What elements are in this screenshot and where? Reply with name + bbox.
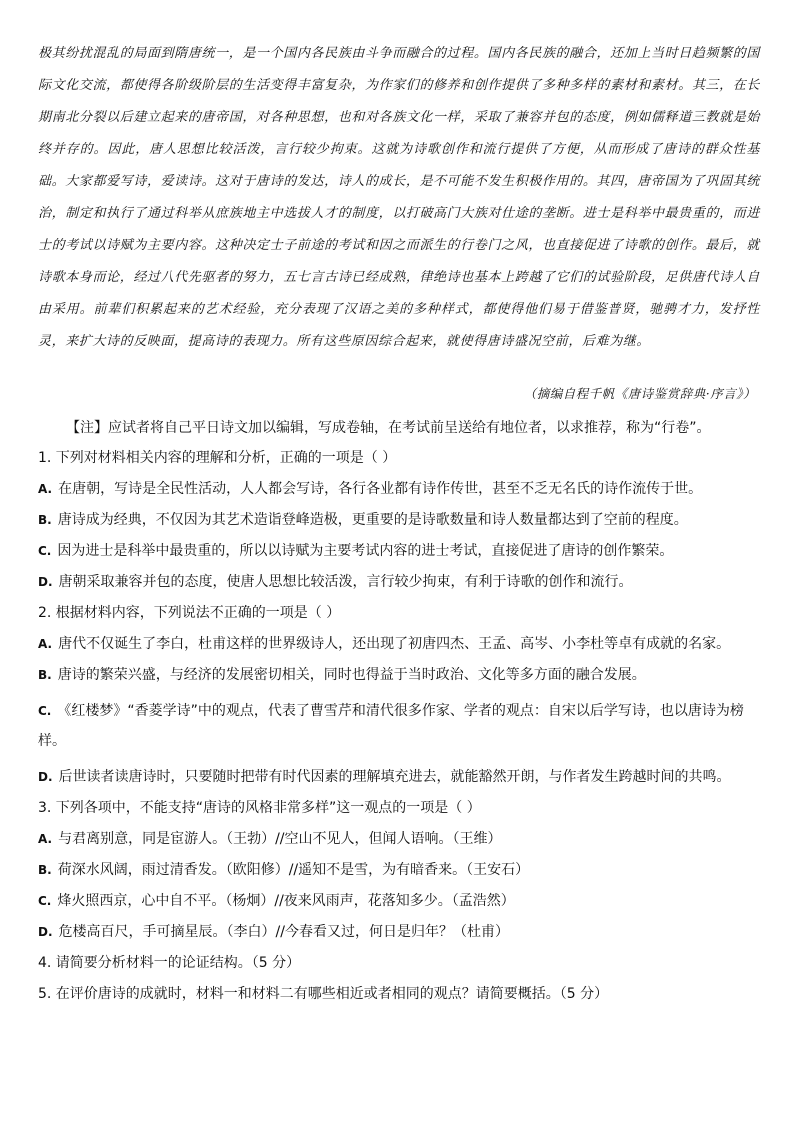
question-1-option-a[interactable] <box>38 479 760 499</box>
option-label: B. <box>38 513 52 527</box>
option-label: B. <box>38 863 52 877</box>
question-1-option-b[interactable] <box>38 510 760 530</box>
option-label: A. <box>38 482 53 496</box>
option-label: B. <box>38 668 52 682</box>
question-2-option-c[interactable] <box>38 696 760 756</box>
option-label: D. <box>38 770 53 784</box>
question-4-stem: 4. 请简要分析材料一的论证结构。（5 分） <box>38 955 301 971</box>
option-label: C. <box>38 704 52 718</box>
option-text: 在唐朝，写诗是全民性活动，人人都会写诗，各行各业都有诗作传世，甚至不乏无名氏的诗作流传于世。 <box>58 481 703 497</box>
question-3-option-b[interactable] <box>38 860 760 880</box>
question-2-option-a[interactable] <box>38 634 760 654</box>
option-text: 唐朝采取兼容并包的态度，使唐人思想比较活泼，言行较少拘束，有利于诗歌的创作和流行。 <box>58 574 633 590</box>
question-2-option-d[interactable] <box>38 767 760 787</box>
passage-paragraph: 极其纷扰混乱的局面到隋唐统一，是一个国内各民族由斗争而融合的过程。国内各民族的融合，还加上当时日趋频繁的国际文化交流，都使得各阶级阶层的生活变得丰富复杂，为作家们的修养和创作提供了多种多样的素材和素材。其三，在长期南北分裂以后建立起来的唐帝国，对各种思想，也和对各族文化一样，采取了兼容并包的态度，例如儒释道三教就是始终并存的。因此，唐人思想比较活泼，言行较少拘束。这就为诗歌创作和流行提供了方便，从而形成了唐诗的群众性基础。大家都爱写诗，爱读诗。这对于唐诗的发达，诗人的成长，是不可能不发生积极作用的。其四，唐帝国为了巩固其统治，制定和执行了通过科举从庶族地主中选拔人才的制度，以打破高门大族对仕途的垄断。进士是科举中最贵重的，而进士的考试以诗赋为主要内容。这种决定士子前途的考试和因之而派生的行卷门之风，也直接促进了诗歌的创作。最后，就诗歌本身而论，经过八代先驱者的努力，五七言古诗已经成熟，律绝诗也基本上跨越了它们的试验阶段，足供唐代诗人自由采用。前辈们积累起来的艺术经验，充分表现了汉语之美的多种样式，都使得他们易于借鉴普贤，驰骋才力，发抒性灵，来扩大诗的反映面，提高诗的表现力。所有这些原因综合起来，就使得唐诗盛况空前，后难为继。 <box>38 46 760 349</box>
reading-passage <box>38 38 760 358</box>
question-1-option-c[interactable] <box>38 541 760 561</box>
option-label: A. <box>38 637 53 651</box>
option-text: 唐诗的繁荣兴盛，与经济的发展密切相关，同时也得益于当时政治、文化等多方面的融合发展。 <box>57 667 646 683</box>
question-5-stem: 5. 在评价唐诗的成就时，材料一和材料二有哪些相近或者相同的观点？请简要概括。（5 分） <box>38 986 609 1002</box>
option-label: A. <box>38 832 53 846</box>
option-label: C. <box>38 544 52 558</box>
option-label: D. <box>38 925 53 939</box>
option-text: 《红楼梦》“香菱学诗”中的观点，代表了曹雪芹和清代很多作家、学者的观点：自宋以后学写诗，也以唐诗为榜样。 <box>38 703 744 749</box>
question-1-stem: 1. 下列对材料相关内容的理解和分析，正确的一项是（ ） <box>38 450 397 466</box>
option-text: 与君离别意，同是宦游人。（王勃）//空山不见人，但闻人语响。（王维） <box>58 831 502 847</box>
option-label: D. <box>38 575 53 589</box>
question-3-option-d[interactable] <box>38 922 760 942</box>
question-3-option-c[interactable] <box>38 891 760 911</box>
question-1-option-d[interactable] <box>38 572 760 592</box>
option-label: C. <box>38 894 52 908</box>
question-3-option-a[interactable] <box>38 829 760 849</box>
footnote: 【注】应试者将自己平日诗文加以编辑，写成卷轴，在考试前呈送给有地位者，以求推荐，称为“行卷”。 <box>66 420 711 436</box>
passage-source: （摘编自程千帆《唐诗鉴赏辞典·序言》） <box>523 386 756 401</box>
question-list <box>38 448 760 1015</box>
option-text: 烽火照西京，心中自不平。（杨炯）//夜来风雨声，花落知多少。（孟浩然） <box>57 893 515 909</box>
question-2-stem: 2. 根据材料内容，下列说法不正确的一项是（ ） <box>38 605 341 621</box>
option-text: 危楼高百尺，手可摘星辰。（李白）//今春看又过，何日是归年？（杜甫） <box>58 924 509 940</box>
option-text: 后世读者读唐诗时，只要随时把带有时代因素的理解填充进去，就能豁然开朗，与作者发生跨越时间的共鸣。 <box>58 769 731 785</box>
option-text: 荷深水风阔，雨过清香发。（欧阳修）//遥知不是雪，为有暗香来。（王安石） <box>57 862 530 878</box>
option-text: 唐代不仅诞生了李白，杜甫这样的世界级诗人，还出现了初唐四杰、王孟、高岑、小李杜等卓有成就的名家。 <box>58 636 731 652</box>
question-3-stem: 3. 下列各项中，不能支持“唐诗的风格非常多样”这一观点的一项是（ ） <box>38 800 481 816</box>
question-2-option-b[interactable] <box>38 665 760 685</box>
option-text: 唐诗成为经典，不仅因为其艺术造诣登峰造极，更重要的是诗歌数量和诗人数量都达到了空前的程度。 <box>57 512 688 528</box>
option-text: 因为进士是科举中最贵重的，所以以诗赋为主要考试内容的进士考试，直接促进了唐诗的创作繁荣。 <box>57 543 674 559</box>
